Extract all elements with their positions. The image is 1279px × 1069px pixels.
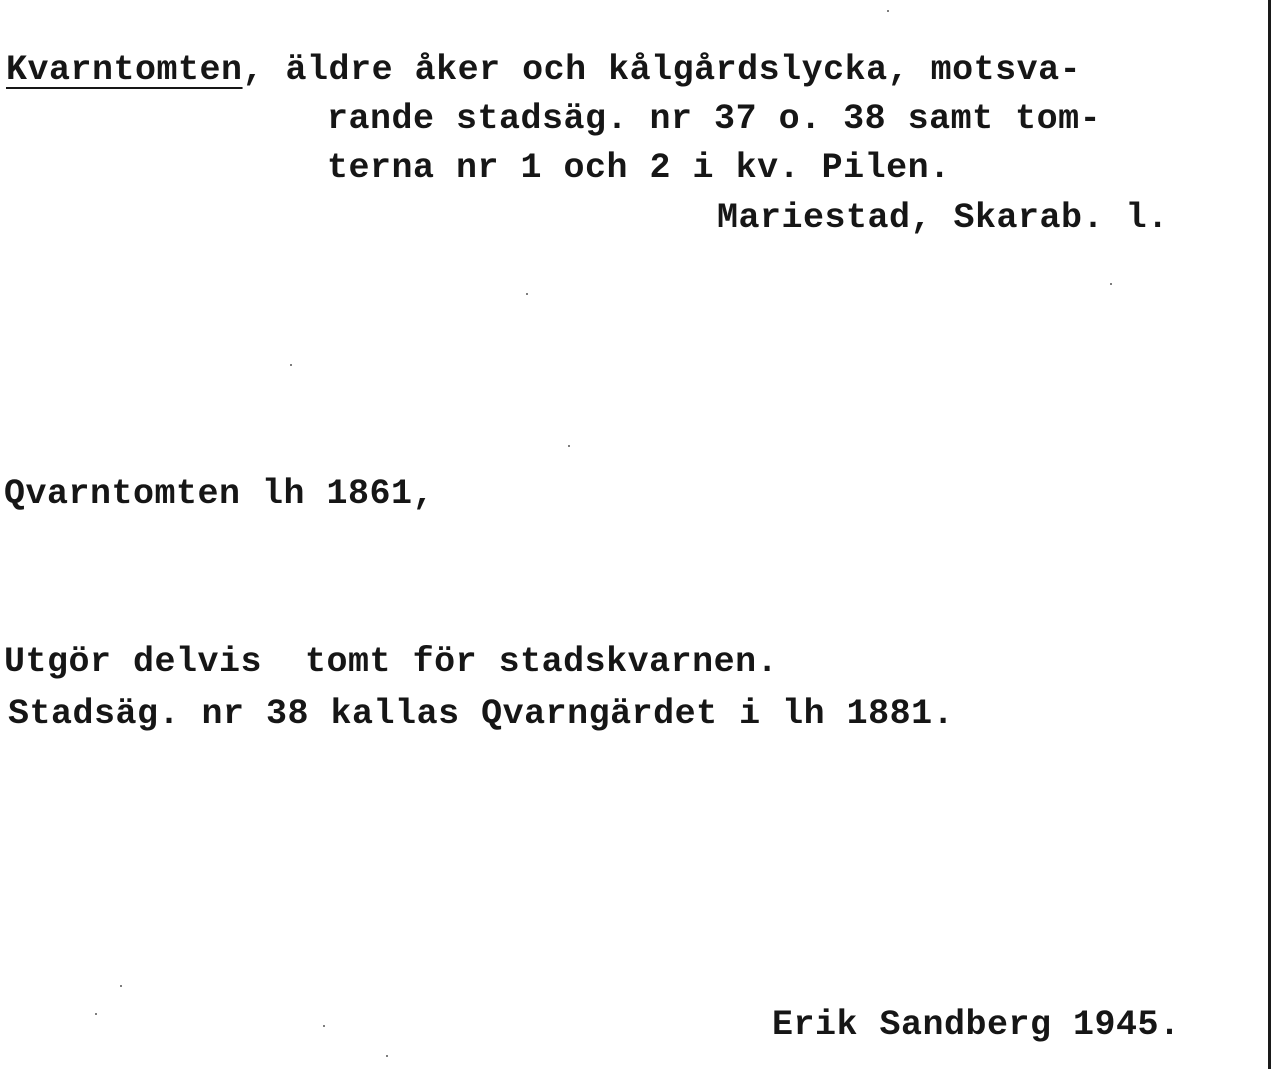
- historical-form: Qvarntomten lh 1861,: [4, 474, 435, 514]
- speck: [323, 1025, 325, 1027]
- note-line-2: Stadsäg. nr 38 kallas Qvarngärdet i lh 1881.: [8, 694, 955, 734]
- place-reference: Mariestad, Skarab. l.: [717, 198, 1169, 238]
- speck: [290, 364, 292, 366]
- headword: Kvarntomten: [6, 50, 243, 90]
- speck: [1110, 283, 1112, 285]
- speck: [120, 985, 122, 987]
- entry-definition-start: , äldre åker och kålgårdslycka, motsva-: [242, 50, 1082, 90]
- entry-line-2: rande stadsäg. nr 37 o. 38 samt tom-: [327, 99, 1102, 139]
- signature: Erik Sandberg 1945.: [772, 1005, 1181, 1045]
- entry-line-3: terna nr 1 och 2 i kv. Pilen.: [327, 148, 951, 188]
- card-right-edge: [1268, 0, 1271, 1069]
- speck: [386, 1055, 388, 1057]
- speck: [526, 293, 528, 295]
- entry-line-1: [6, 48, 1081, 92]
- speck: [887, 10, 889, 12]
- speck: [95, 1013, 97, 1015]
- speck: [568, 445, 570, 447]
- note-line-1: Utgör delvis tomt för stadskvarnen.: [4, 642, 779, 682]
